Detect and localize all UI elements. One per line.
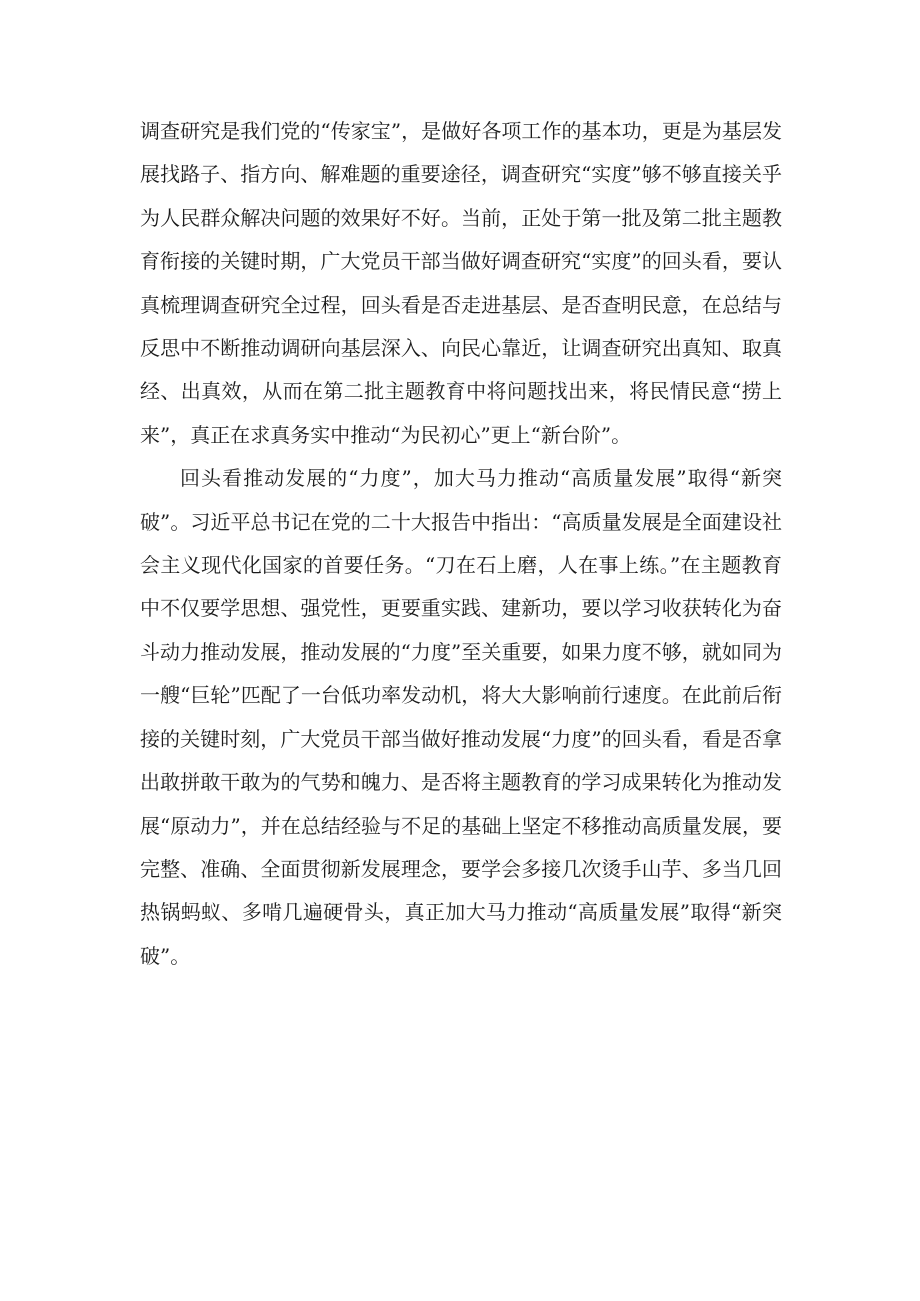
document-body: [140, 110, 782, 978]
paragraph-research: 调查研究是我们党的“传家宝”，是做好各项工作的基本功，更是为基层发展找路子、指方向、解难题的重要途径，调查研究“实度”够不够直接关乎为人民群众解决问题的效果好不好。当前，正处于第一批及第二批主题教育衔接的关键时期，广大党员干部当做好调查研究“实度”的回头看，要认真梳理调查研究全过程，回头看是否走进基层、是否查明民意，在总结与反思中不断推动调研向基层深入、向民心靠近，让调查研究出真知、取真经、出真效，从而在第二批主题教育中将问题找出来，将民情民意“捞上来”，真正在求真务实中推动“为民初心”更上“新台阶”。: [140, 119, 782, 447]
paragraph-development: 回头看推动发展的“力度”，加大马力推动“高质量发展”取得“新突破”。习近平总书记在党的二十大报告中指出：“高质量发展是全面建设社会主义现代化国家的首要任务。“刀在石上磨，人在事上练。”在主题教育中不仅要学思想、强党性，更要重实践、建新功，要以学习收获转化为奋斗动力推动发展，推动发展的“力度”至关重要，如果力度不够，就如同为一艘“巨轮”匹配了一台低功率发动机，将大大影响前行速度。在此前后衔接的关键时刻，广大党员干部当做好推动发展“力度”的回头看，看是否拿出敢拼敢干敢为的气势和魄力、是否将主题教育的学习成果转化为推动发展“原动力”，并在总结经验与不足的基础上坚定不移推动高质量发展，要完整、准确、全面贯彻新发展理念，要学会多接几次烫手山芋、多当几回热锅蚂蚁、多啃几遍硬骨头，真正加大马力推动“高质量发展”取得“新突破”。: [140, 466, 782, 968]
